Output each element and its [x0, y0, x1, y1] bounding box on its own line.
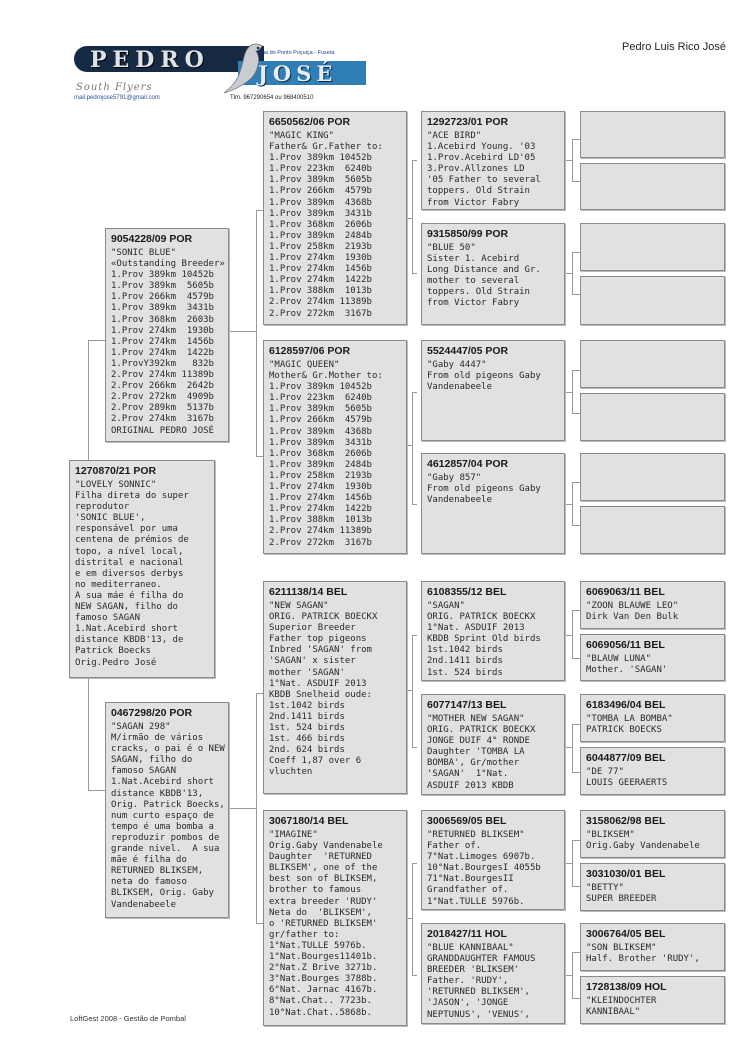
pigeon-card-father[interactable] [105, 228, 229, 442]
connector [256, 210, 263, 211]
pigeon-card-gen4-6[interactable] [580, 393, 725, 441]
ring-number: 3006764/05 BEL [586, 928, 666, 940]
pigeon-description: "LOVELY SONNIC" Filha direta do super reprodutor 'SONIC BLUE', responsável por uma centena de prémios de topo, a nível local, distrital e nacional e em diversos derbys no mediterraneo. A sua máe é filha do NEW SAGAN, filho do famoso SAGAN 1.Nat.Acebird short distance KBDB'13, de Patrick Boecks Orig.Pedro José [75, 480, 189, 668]
ring-number: 6108355/12 BEL [427, 586, 507, 598]
logo-name-top: PEDRO [90, 47, 210, 73]
connector [412, 504, 417, 505]
pigeon-description: "MAGIC KING" Father& Gr.Father to: 1.Prov 389km 10452b 1.Prov 223km 6240b 1.Prov 389km 5605b 1.Prov 266km 4579b 1.Prov 389km 4368b 1.Prov 389km 3431b 1.Prov 368km 2606b 1.Prov 389km 2484b 1.Prov 258km 2193b 1.Prov 274km 1930b 1.Prov 274km 1456b 1.Prov 274km 1422b 1.Prov 388km 1013b 2.Prov 274km 11389b 2.Prov 272km 3167b [269, 131, 383, 319]
ring-number [581, 394, 724, 401]
ring-number: 6211138/14 BEL [269, 586, 348, 598]
pigeon-description: "MOTHER NEW SAGAN" ORIG. PATRICK BOECKX JONGE DUIF 4° RONDE Daughter 'TOMBA LA BOMBA', Gr/mother 'SAGAN' 1°Nat. ASDUIF 2013 KBDB [427, 714, 536, 791]
ring-number: 6183496/04 BEL [586, 699, 666, 711]
pigeon-description: "SAGAN 298" M/irmão de vários cracks, o pai é o NEW SAGAN, filho do famoso SAGAN 1.Nat.Acebird short distance KBDB'13, Orig. Patrick Boecks, num curto espaço de tempo é uma bomba a reproduzir pombos de grande nivel. A sua mãe é filha do RETURNED BLIKSEM, neta do famoso BLIKSEM, Orig. Gaby Vandenabeele [111, 722, 225, 910]
pigeon-description: "SAGAN" ORIG. PATRICK BOECKX 1°Nat. ASDUIF 2013 KBDB Sprint Old birds 1st.1042 birds 2nd.1411 birds 1st. 524 birds [427, 601, 541, 678]
connector [412, 273, 417, 274]
connector [229, 331, 257, 332]
ring-number [581, 454, 724, 461]
ring-number: 1292723/01 POR [427, 116, 509, 128]
ring-number: 0467298/20 POR [111, 707, 193, 719]
logo-phone: Tlm. 967290654 ou 968400510 [230, 95, 314, 101]
connector [572, 610, 580, 611]
pigeon-description: "ZOON BLAUWE LEO" Dirk Van Den Bulk [586, 601, 679, 623]
owner-name: Pedro Luis Rico José [622, 41, 726, 53]
connector [572, 998, 580, 999]
pigeon-description: "BLUE KANNIBAAL" GRANDDAUGHTER FAMOUS BREEDER 'BLIKSEM' Father. 'RUDY', 'RETURNED BLIKSEM', 'JASON', 'JONGE NEPTUNUS', 'VENUS', [427, 943, 536, 1020]
ring-number [581, 507, 724, 514]
pigeon-description: "BLIKSEM" Orig.Gaby Vandenabele [586, 830, 700, 852]
ring-number: 4612857/04 POR [427, 458, 509, 470]
connector [412, 863, 413, 975]
ring-number: 3006569/05 BEL [427, 815, 507, 827]
connector [88, 790, 105, 791]
pigeon-card-gen4-7[interactable] [580, 453, 725, 501]
ring-number: 6128597/06 POR [269, 345, 351, 357]
ring-number [581, 277, 724, 284]
pigeon-card-fmf[interactable] [421, 340, 565, 441]
connector [88, 678, 89, 790]
ring-number: 5524447/05 POR [427, 345, 509, 357]
pigeon-description: "SON BLIKSEM" Half. Brother 'RUDY', [586, 943, 700, 965]
pigeon-card-gen4-12[interactable] [580, 747, 725, 795]
connector [572, 658, 580, 659]
pigeon-card-gen4-13[interactable] [580, 810, 725, 858]
pigeon-card-gen4-3[interactable] [580, 223, 725, 271]
connector [572, 482, 573, 525]
pigeon-description: "IMAGINE" Orig.Gaby Vandenabele Daughter 'RETURNED BLIKSEM', one of the best son of BLIKSEM, brother to famous extra breeder 'RUDY' Neta do 'BLIKSEM', o 'RETURNED BLIKSEM' gr/father to: 1°Nat.TULLE 5976b. 1°Nat.Bourges11401b. 2°Nat.Z Brive 3271b. 3°Nat.Bourges 3788b. 6°Nat. Jarnac 4167b. 8°Nat.Chat.. 7723b. 10°Nat.Chat..5868b. [269, 830, 383, 1018]
pigeon-description: "NEW SAGAN" ORIG. PATRICK BOECKX Superior Breeder Father top pigeons Inbred 'SAGAN' from 'SAGAN' x sister mother 'SAGAN' 1°Nat. ASDUIF 2013 KBDB Snelheid oude: 1st.1042 birds 2nd.1411 birds 1st. 524 birds 1st. 466 birds 2nd. 624 birds Coeff 1,87 over 6 vluchten [269, 601, 378, 778]
pigeon-card-gen4-11[interactable] [580, 694, 725, 742]
ring-number: 6069063/11 BEL [586, 586, 665, 598]
pigeon-card-father-dam[interactable] [263, 340, 407, 554]
connector [412, 863, 417, 864]
connector [572, 610, 573, 658]
connector [572, 840, 580, 841]
pigeon-description: "BLAUW LUNA" Mother. 'SAGAN' [586, 654, 668, 676]
connector [88, 340, 89, 460]
pigeon-description: "DE 77" LOUIS GEERAERTS [586, 767, 668, 789]
ring-number: 3067180/14 BEL [269, 815, 349, 827]
connector [412, 747, 417, 748]
pigeon-card-gen4-16[interactable] [580, 976, 725, 1024]
connector [572, 482, 580, 483]
ring-number: 6069056/11 BEL [586, 639, 665, 651]
pigeon-description: "BLUE 50" Sister 1. Acebird Long Distance and Gr. mother to several toppers. Old Strain from Victor Fabry [427, 243, 541, 309]
connector [256, 456, 263, 457]
connector [572, 772, 580, 773]
pigeon-card-mother-dam[interactable] [263, 810, 407, 1026]
connector [412, 635, 417, 636]
connector [572, 294, 580, 295]
connector [572, 252, 580, 253]
pigeon-card-gen4-14[interactable] [580, 863, 725, 911]
pigeon-description: "SONIC BLUE" «Outstanding Breeder» 1.Prov 389km 10452b 1.Prov 389km 5605b 1.Prov 266km 4579b 1.Prov 389km 3431b 1.Prov 368km 2603b 1.Prov 274km 1930b 1.Prov 274km 1456b 1.Prov 274km 1422b 1.ProvY392km 832b 2.Prov 274km 11389b 2.Prov 266km 2642b 2.Prov 272km 4909b 2.Prov 289km 5137b 2.Prov 274km 3167b ORIGINAL PEDRO JOSÉ [111, 248, 225, 436]
breeder-logo [70, 40, 370, 104]
pigeon-icon [220, 40, 270, 98]
logo-name-bottom: JOSÉ [258, 61, 338, 86]
pigeon-card-gen4-10[interactable] [580, 634, 725, 681]
connector [572, 724, 580, 725]
connector [572, 525, 580, 526]
connector [572, 370, 573, 413]
pigeon-card-mother-sire[interactable] [263, 581, 407, 794]
pigeon-card-gen4-8[interactable] [580, 506, 725, 554]
pigeon-card-gen4-9[interactable] [580, 581, 725, 629]
pigeon-card-ffm[interactable] [421, 223, 565, 325]
ring-number [581, 112, 724, 119]
connector [572, 886, 580, 887]
connector [572, 724, 573, 772]
connector [412, 975, 417, 976]
pigeon-card-mfm[interactable] [421, 694, 565, 795]
connector [412, 160, 413, 273]
connector [572, 370, 580, 371]
pigeon-card-father-sire[interactable] [263, 111, 407, 325]
pigeon-card-gen4-15[interactable] [580, 923, 725, 971]
pigeon-description: "KLEINDOCHTER KANNIBAAL" [586, 996, 657, 1018]
pigeon-description: "ACE BIRD" 1.Acebird Young. '03 1.Prov.Acebird LD'05 3.Prov.Allzones LD '05 Father to several toppers. Old Strain from Victor Fabry [427, 131, 541, 208]
connector [412, 635, 413, 747]
pigeon-description: "TOMBA LA BOMBA" PATRICK BOECKS [586, 714, 673, 736]
pigeon-description: "Gaby 857" From old pigeons Gaby Vandenabeele [427, 473, 541, 506]
ring-number [581, 164, 724, 171]
connector [412, 160, 417, 161]
connector [572, 181, 580, 182]
ring-number: 3031030/01 BEL [586, 868, 666, 880]
connector [256, 210, 257, 456]
connector [572, 413, 580, 414]
connector [256, 923, 263, 924]
pigeon-card-mmm[interactable] [421, 923, 565, 1024]
logo-address: Rua do Ponto Poçuiça - Fuseta [258, 50, 335, 56]
connector [572, 139, 573, 181]
ring-number: 9315850/99 POR [427, 228, 509, 240]
logo-tagline: South Flyers [76, 82, 153, 93]
ring-number [581, 341, 724, 348]
connector [572, 952, 573, 998]
pigeon-card-fmm[interactable] [421, 453, 565, 554]
pigeon-card-mother[interactable] [105, 702, 229, 918]
ring-number: 6077147/13 BEL [427, 699, 507, 711]
footer-credit: LoftGest 2008 - Gestão de Pombal [70, 1014, 186, 1023]
connector [412, 392, 413, 504]
ring-number: 2018427/11 HOL [427, 928, 507, 940]
pigeon-description: "MAGIC QUEEN" Mother& Gr.Mother to: 1.Prov 389km 10452b 1.Prov 223km 6240b 1.Prov 389km 5605b 1.Prov 266km 4579b 1.Prov 389km 4368b 1.Prov 389km 3431b 1.Prov 368km 2606b 1.Prov 389km 2484b 1.Prov 258km 2193b 1.Prov 274km 1930b 1.Prov 274km 1456b 1.Prov 274km 1422b 1.Prov 388km 1013b 2.Prov 274km 11389b 2.Prov 272km 3167b [269, 360, 383, 548]
ring-number [581, 224, 724, 231]
connector [412, 392, 417, 393]
pigeon-card-gen4-5[interactable] [580, 340, 725, 388]
pigeon-card-mmf[interactable] [421, 810, 565, 910]
connector [256, 693, 263, 694]
ring-number: 1728138/09 HOL [586, 981, 667, 993]
pigeon-card-gen4-2[interactable] [580, 163, 725, 210]
ring-number: 1270870/21 POR [75, 465, 157, 477]
pigeon-card-fff[interactable] [421, 111, 565, 210]
connector [572, 952, 580, 953]
pigeon-description: "BETTY" SUPER BREEDER [586, 883, 657, 905]
connector [256, 693, 257, 923]
pigeon-card-mff[interactable] [421, 581, 565, 681]
connector [572, 139, 580, 140]
ring-number: 3158062/98 BEL [586, 815, 666, 827]
pigeon-description: "RETURNED BLIKSEM" Father of. 7°Nat.Limoges 6907b. 10°Nat.BourgesI 4055b 71°Nat.BourgesII Grandfather of. 1°Nat.TULLE 5976b. [427, 830, 541, 907]
ring-number: 6650562/06 POR [269, 116, 351, 128]
pigeon-card-subject[interactable] [69, 460, 215, 678]
pigeon-description: "Gaby 4447" From old pigeons Gaby Vandenabeele [427, 360, 541, 393]
connector [572, 252, 573, 294]
pigeon-card-gen4-4[interactable] [580, 276, 725, 325]
pigeon-card-gen4-1[interactable] [580, 111, 725, 158]
connector [229, 808, 257, 809]
connector [572, 840, 573, 886]
connector [88, 340, 105, 341]
ring-number: 6044877/09 BEL [586, 752, 666, 764]
ring-number: 9054228/09 POR [111, 233, 193, 245]
logo-email: mail.pedrojose5791@gmail.com [74, 95, 160, 101]
